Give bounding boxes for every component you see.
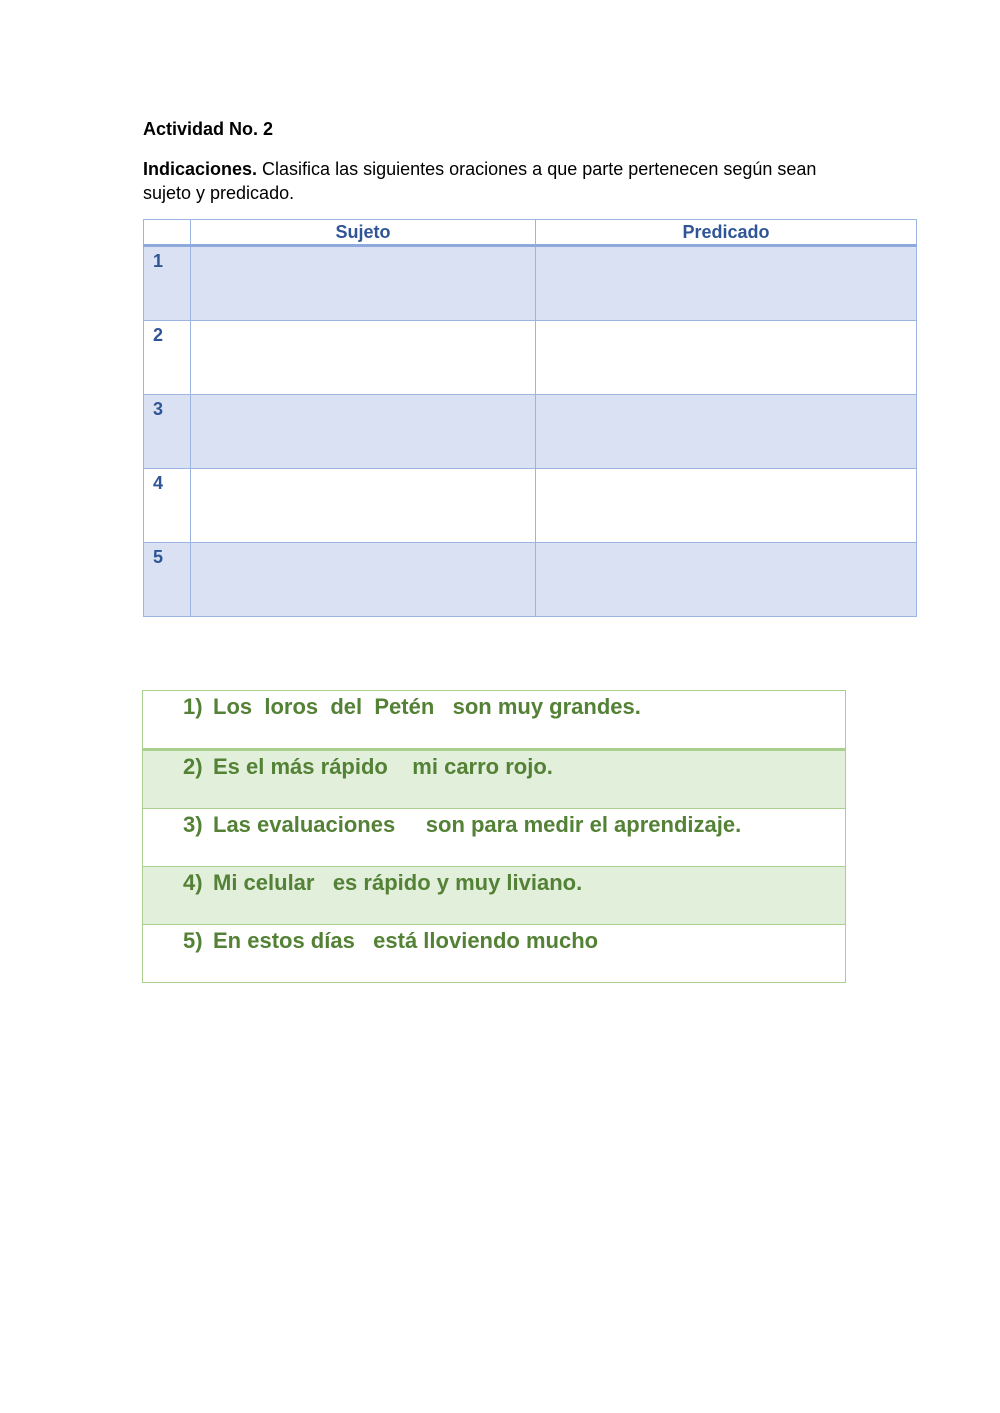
sujeto-input[interactable] bbox=[191, 247, 535, 320]
predicado-cell[interactable] bbox=[536, 321, 917, 395]
header-predicado: Predicado bbox=[536, 220, 917, 246]
table-row bbox=[144, 395, 917, 469]
table-row bbox=[144, 246, 917, 321]
sentences-table bbox=[142, 690, 846, 983]
sentence-text[interactable]: Las evaluaciones son para medir el aprendizaje. bbox=[213, 812, 742, 837]
predicado-cell[interactable] bbox=[536, 395, 917, 469]
sentence-row bbox=[143, 750, 846, 809]
sentence-cell bbox=[143, 867, 846, 925]
sentence-row bbox=[143, 691, 846, 750]
sujeto-cell[interactable] bbox=[191, 543, 536, 617]
sujeto-cell[interactable] bbox=[191, 469, 536, 543]
sentence[interactable] bbox=[143, 691, 845, 720]
sentence-text[interactable]: Es el más rápido mi carro rojo. bbox=[213, 754, 553, 779]
classification-table bbox=[143, 219, 917, 617]
sujeto-input[interactable] bbox=[191, 321, 535, 394]
sujeto-cell[interactable] bbox=[191, 246, 536, 321]
sujeto-input[interactable] bbox=[191, 543, 535, 616]
sentence-text[interactable]: Mi celular es rápido y muy liviano. bbox=[213, 870, 583, 895]
activity-title: Actividad No. 2 bbox=[143, 119, 274, 139]
sentence-index: 2) bbox=[183, 754, 203, 779]
sentence-text[interactable]: En estos días está lloviendo mucho bbox=[213, 928, 599, 953]
sentence-cell bbox=[143, 750, 846, 809]
sujeto-cell[interactable] bbox=[191, 321, 536, 395]
predicado-input[interactable] bbox=[536, 247, 916, 320]
sentence-row bbox=[143, 867, 846, 925]
row-number: 4 bbox=[144, 469, 191, 543]
sentence-cell bbox=[143, 691, 846, 750]
instructions-label: Indicaciones. bbox=[143, 159, 258, 179]
sentence[interactable] bbox=[143, 867, 845, 896]
table-row bbox=[144, 469, 917, 543]
predicado-input[interactable] bbox=[536, 321, 916, 394]
header-number bbox=[144, 220, 191, 246]
predicado-input[interactable] bbox=[536, 543, 916, 616]
instructions-text: Clasifica las siguientes oraciones a que parte pertenecen según sean sujeto y predicado. bbox=[143, 159, 817, 203]
table-row bbox=[144, 543, 917, 617]
sentence-cell bbox=[143, 925, 846, 983]
predicado-cell[interactable] bbox=[536, 469, 917, 543]
sentence-index: 1) bbox=[183, 694, 203, 719]
table-header-row bbox=[144, 220, 917, 246]
sentence-text[interactable]: Los loros del Petén son muy grandes. bbox=[213, 694, 641, 719]
sujeto-input[interactable] bbox=[191, 469, 535, 542]
sentence[interactable] bbox=[143, 751, 845, 780]
table-row bbox=[144, 321, 917, 395]
sentence-index: 3) bbox=[183, 812, 203, 837]
sentence-row bbox=[143, 925, 846, 983]
sentence-index: 4) bbox=[183, 870, 203, 895]
header-sujeto: Sujeto bbox=[191, 220, 536, 246]
sentence-row bbox=[143, 809, 846, 867]
sujeto-input[interactable] bbox=[191, 395, 535, 468]
row-number: 2 bbox=[144, 321, 191, 395]
predicado-input[interactable] bbox=[536, 469, 916, 542]
sentence-index: 5) bbox=[183, 928, 203, 953]
row-number: 1 bbox=[144, 246, 191, 321]
instructions bbox=[143, 157, 863, 205]
row-number: 5 bbox=[144, 543, 191, 617]
predicado-cell[interactable] bbox=[536, 543, 917, 617]
sujeto-cell[interactable] bbox=[191, 395, 536, 469]
sentence-cell bbox=[143, 809, 846, 867]
predicado-input[interactable] bbox=[536, 395, 916, 468]
sentence[interactable] bbox=[143, 925, 845, 954]
sentence[interactable] bbox=[143, 809, 845, 838]
row-number: 3 bbox=[144, 395, 191, 469]
predicado-cell[interactable] bbox=[536, 246, 917, 321]
